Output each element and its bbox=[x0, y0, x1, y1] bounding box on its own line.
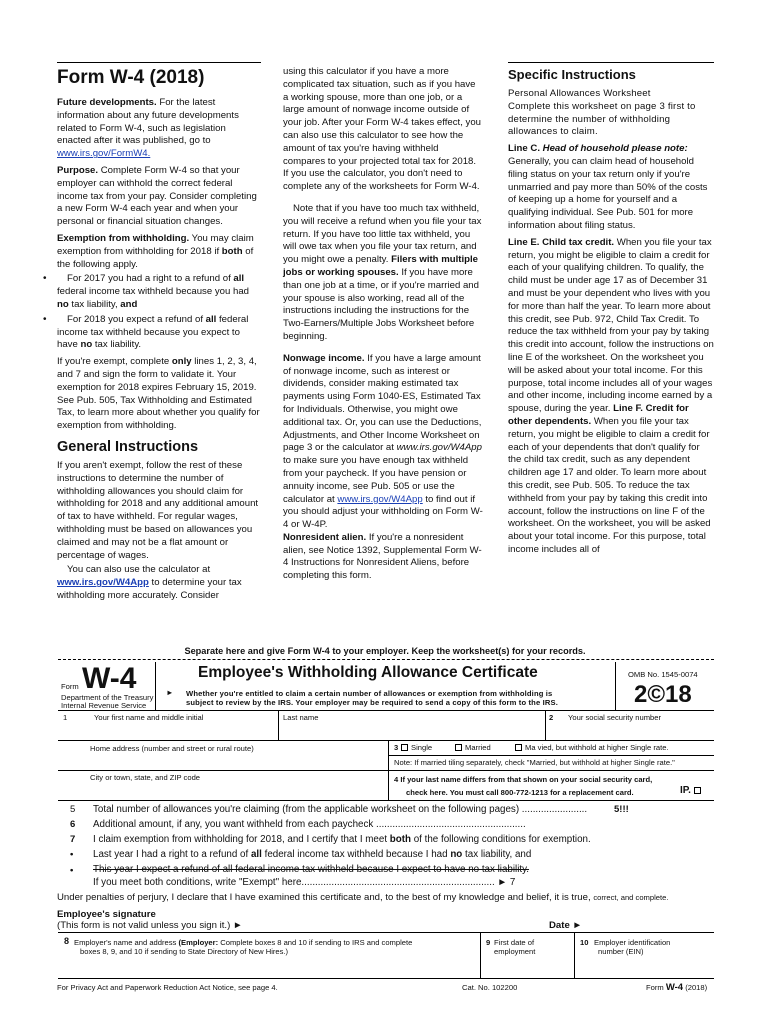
form-rule bbox=[388, 755, 714, 756]
form-id: W-4 bbox=[82, 662, 137, 695]
field-divider bbox=[480, 932, 481, 978]
date-label: Date ► bbox=[549, 920, 582, 931]
bullet-icon: • bbox=[70, 849, 74, 860]
left-column bbox=[43, 62, 261, 607]
bullet-text: tax liability. bbox=[94, 339, 142, 351]
exempt-write-line: If you meet both conditions, write "Exempt" here....................................................................... ► 7 bbox=[93, 877, 516, 888]
line-c-note: Head of household please note: bbox=[542, 143, 688, 155]
catalog-number: Cat. No. 102200 bbox=[462, 983, 518, 992]
exempt-instructions-text: If you're exempt, complete bbox=[57, 356, 170, 368]
exempt-instructions-bold: only bbox=[171, 356, 192, 368]
purpose-heading: Purpose. bbox=[57, 164, 99, 176]
line-8-number: 8 bbox=[64, 936, 70, 946]
paw-text: Complete this worksheet on page 3 first to determine the number of withholding allowances to claim. bbox=[508, 100, 696, 138]
date-field[interactable] bbox=[590, 918, 710, 930]
married-higher-option[interactable] bbox=[515, 743, 669, 752]
line-9-label-2: employment bbox=[494, 947, 536, 956]
ein-field[interactable] bbox=[580, 958, 710, 976]
married-label: Married bbox=[465, 743, 491, 752]
exemption-text-2: of the following apply. bbox=[57, 245, 254, 270]
bullet-text: For 2017 you had a right to a refund of bbox=[67, 273, 231, 285]
separator-line bbox=[58, 659, 714, 660]
form-title: Form W-4 (2018) bbox=[57, 62, 261, 89]
city-field[interactable] bbox=[90, 783, 380, 797]
calculator-continued: using this calculator if you have a more complicated tax situation, such as if you have a working spouse, more than one job, or a large amount of nonwage income outside of your job. After your Form W-4 takes effect, you can also use this calculator to see how the amount of tax you're having withheld compares to your projected total tax for 2018. If you use the calculator, you don't need to complete any of the worksheets for Form W-4. bbox=[283, 66, 481, 193]
purpose-paragraph bbox=[57, 165, 261, 229]
exemption-both: both bbox=[221, 245, 243, 257]
nonwage-text-2: to make sure you have enough tax withheld from your paycheck. If you have pension or annuity income, see Pub. 505 or use the calculator at bbox=[283, 455, 469, 505]
bullet-bold: and bbox=[120, 298, 138, 310]
privacy-notice: For Privacy Act and Paperwork Reduction Act Notice, see page 4. bbox=[57, 983, 278, 992]
line-c-text: Generally, you can claim head of household filing status on your tax return only if you're unmarried and pay more than 50% of the costs of keeping up a home for yourself and a qualifying individual. See Pub. 501 for more information about filing status. bbox=[508, 155, 708, 231]
withholding-note-text: Note that if you have too much tax withheld, you will receive a refund when you file your tax return. If you have too little tax withheld, you will owe tax when you file your tax return, and you might owe a penalty. bbox=[283, 202, 482, 266]
line-7-text-a: I claim exemption from withholding for 2018, and I certify that I meet bbox=[93, 834, 388, 845]
bullet-bold: no bbox=[80, 339, 93, 351]
line-9-label-1: First date of bbox=[494, 938, 535, 947]
married-higher-checkbox[interactable] bbox=[515, 744, 522, 751]
formw4-link[interactable]: www.irs.gov/FormW4. bbox=[57, 148, 151, 160]
form-word: Form bbox=[61, 682, 79, 691]
line-4-text-2: check here. You must call 800-772-1213 for a replacement card. bbox=[406, 788, 634, 797]
form-subtitle-2: subject to review by the IRS. Your employer may be required to send a copy of this form to the IRS. bbox=[186, 698, 558, 707]
line-8-employer: (Employer: bbox=[178, 938, 219, 947]
last-name-label: Last name bbox=[283, 713, 319, 722]
line-7-text-b: of the following conditions for exemption. bbox=[413, 834, 591, 845]
form-rule bbox=[58, 770, 714, 771]
specific-instructions-heading: Specific Instructions bbox=[508, 62, 714, 82]
form-rule bbox=[58, 740, 714, 741]
tax-year: 2©18 bbox=[634, 681, 692, 708]
footer-form-id bbox=[646, 983, 707, 992]
signature-note: (This form is not valid unless you sign it.) ► bbox=[57, 920, 243, 931]
calculator-paragraph bbox=[57, 564, 261, 602]
line-10-label-1: Employer identification bbox=[594, 938, 671, 947]
w4app-link[interactable]: www.irs.gov/W4App bbox=[57, 577, 149, 589]
line-5-box[interactable]: 5!!! bbox=[614, 804, 629, 815]
signature-label: Employee's signature bbox=[57, 909, 156, 920]
nonresident-heading: Nonresident alien. bbox=[283, 531, 367, 543]
middle-column bbox=[283, 66, 483, 587]
nonresident-text: If you're a nonresident alien, see Notice 1392, Supplemental Form W-4 Instructions for Nonresident Aliens, before completing this form. bbox=[283, 531, 482, 582]
form-rule bbox=[58, 710, 714, 711]
line-4-text-1: 4 If your last name differs from that shown on your social security card, bbox=[394, 775, 653, 784]
married-note: Note: If married tiling separately, check "Married, but withhold at higher Single rate." bbox=[394, 758, 675, 767]
married-higher-label: Ma vied, but withhold at higher Single rate. bbox=[525, 743, 669, 752]
line-6-number: 6 bbox=[70, 819, 76, 830]
name-change-box[interactable] bbox=[694, 787, 701, 794]
line-7-both: both bbox=[389, 834, 411, 845]
line-e-heading: Line E. Child tax credit. bbox=[508, 236, 615, 248]
form-rule bbox=[58, 800, 714, 801]
line-10-number: 10 bbox=[580, 938, 589, 947]
line-9-number: 9 bbox=[486, 938, 491, 947]
ssn-label: Your social security number bbox=[568, 713, 661, 722]
exempt-condition-1-text-2: federal income tax withheld because I had bbox=[264, 849, 448, 860]
first-date-field[interactable] bbox=[486, 958, 566, 976]
general-instructions-heading: General Instructions bbox=[57, 438, 199, 455]
nonwage-text: If you have a large amount of nonwage income, such as interest or dividends, consider making estimated tax payments using Form 1040-ES, Estimated Tax for Individuals. Otherwise, you might owe additional tax. Or, you can use the Deductions, Adjustments, and Other Income Worksheet on page 3 or the calculator at bbox=[283, 352, 482, 454]
paw-title: Personal Allowances Worksheet bbox=[508, 88, 651, 99]
purpose-text: Complete Form W-4 so that your employer can withhold the correct federal income tax from your pay. Consider completing a new Form W-4 each year and when your personal or financial situation changes. bbox=[57, 164, 257, 228]
exempt-condition-1-all: all bbox=[250, 849, 262, 860]
home-address-field[interactable] bbox=[90, 754, 380, 766]
line-7-number: 7 bbox=[70, 834, 76, 845]
line-10-label-2: number (EIN) bbox=[598, 947, 644, 956]
name-change-label: IP. bbox=[680, 785, 691, 796]
ssn-field[interactable] bbox=[568, 722, 708, 736]
exempt-instructions bbox=[57, 356, 261, 433]
nonresident-paragraph bbox=[283, 532, 483, 583]
footer-form-number: W-4 bbox=[665, 982, 684, 993]
line-7-text bbox=[93, 834, 591, 845]
nonwage-text-3: to find out if you should adjust your withholding on Form W-4 or W-4P. bbox=[283, 493, 483, 531]
last-name-field[interactable] bbox=[283, 722, 543, 736]
form-title-main: Employee's Withholding Allowance Certificate bbox=[198, 664, 538, 681]
bullet-text: tax liability, bbox=[71, 298, 118, 310]
single-label: Single bbox=[411, 743, 433, 752]
footer-form-word: Form bbox=[646, 983, 664, 992]
exempt-condition-2: This year I expect a refund of all federal income tax withheld because I expect to have no tax liability. bbox=[93, 864, 530, 875]
line-3-number: 3 bbox=[394, 743, 399, 752]
employer-name-field[interactable] bbox=[74, 958, 474, 976]
nonwage-heading: Nonwage income. bbox=[283, 352, 365, 364]
exemption-heading: Exemption from withholding. bbox=[57, 232, 190, 244]
nonwage-url: www.irs.gov/W4App bbox=[396, 442, 482, 454]
bullet-bold: all bbox=[233, 273, 245, 285]
first-name-label: Your first name and middle initial bbox=[94, 713, 204, 722]
future-developments bbox=[57, 97, 261, 161]
exempt-condition-1 bbox=[93, 849, 531, 860]
line-e-paragraph bbox=[508, 237, 714, 557]
city-label: City or town, state, and ZIP code bbox=[90, 773, 201, 782]
line-1-number: 1 bbox=[63, 713, 68, 722]
exempt-condition-1-text-3: tax liability, and bbox=[465, 849, 532, 860]
single-checkbox[interactable] bbox=[401, 744, 408, 751]
line-c-heading: Line C. bbox=[508, 143, 540, 155]
field-divider bbox=[545, 710, 546, 740]
form-header-divider-right bbox=[615, 662, 616, 710]
single-option[interactable] bbox=[401, 743, 432, 752]
line-8-text bbox=[74, 938, 412, 947]
line-6-text: Additional amount, if any, you want withheld from each paycheck ....................................................... bbox=[93, 819, 526, 830]
right-column bbox=[508, 62, 714, 561]
nonwage-paragraph bbox=[283, 353, 483, 532]
calculator-text: You can also use the calculator at bbox=[67, 564, 211, 576]
separator-text: Separate here and give Form W-4 to your employer. Keep the worksheet(s) for your records. bbox=[184, 646, 586, 656]
married-option[interactable] bbox=[455, 743, 491, 752]
bullet-text: federal income tax withheld because you had bbox=[57, 286, 249, 298]
field-divider bbox=[574, 932, 575, 978]
calculator-text-2: to determine your tax withholding more accurately. Consider bbox=[57, 577, 242, 601]
line-8-label: Employer's name and address bbox=[74, 938, 177, 947]
perjury-statement bbox=[57, 892, 668, 903]
exempt-condition-1-no: no bbox=[450, 849, 463, 860]
bullet-icon: • bbox=[43, 313, 47, 325]
name-change-checkbox[interactable] bbox=[680, 785, 704, 796]
first-name-field[interactable] bbox=[94, 722, 274, 736]
arrow-icon: ► bbox=[166, 688, 174, 697]
exempt-instructions-text-2: lines 1, 2, 3, 4, and 7 and sign the form to validate it. Your exemption for 2018 expires February 15, 2019. See Pub. 505, Tax Withholding and Estimated Tax, to learn more about whether you qualify for exemption from withholding. bbox=[57, 356, 260, 432]
form-rule bbox=[58, 978, 714, 979]
exempt-condition-1-text: Last year I had a right to a refund of bbox=[93, 849, 249, 860]
irs-name: Internal Revenue Service bbox=[61, 701, 147, 710]
perjury-text: Under penalties of perjury, I declare that I have examined this certificate and, to the best of my knowledge and belief, it is true, bbox=[57, 892, 591, 903]
multiple-jobs-heading: Filers with multiple jobs or working spouses. bbox=[283, 254, 478, 278]
line-f-text: When you file your tax return, you might be eligible to claim a credit for each of your dependents that don't qualify for the child tax credit, such as any dependent children age 17 and older. To learn more about this credit, see Pub. 505. To reduce the tax withheld from your pay by taking this credit into account, follow the instructions on line F of the worksheet. On the worksheet, you will be asked about your total income. For this purpose, total income includes all of bbox=[508, 415, 711, 555]
perjury-text-small: correct, and complete. bbox=[593, 893, 669, 902]
bullet-bold: no bbox=[57, 298, 69, 310]
form-subtitle-1: Whether you're entitled to claim a certain number of allowances or exemption from withholding is bbox=[186, 689, 553, 698]
bullet-text: federal income tax withheld because you expect to have bbox=[57, 313, 249, 351]
future-developments-heading: Future developments. bbox=[57, 97, 157, 108]
exemption-bullet-1 bbox=[43, 273, 261, 311]
married-checkbox[interactable] bbox=[455, 744, 462, 751]
line-5-text: Total number of allowances you're claiming (from the applicable worksheet on the following pages) ........................ bbox=[93, 804, 588, 815]
general-instructions-text: If you aren't exempt, follow the rest of these instructions to determine the number of withholding allowances you should claim for withholding for 2018 and any additional amount of tax to have withheld. For regular wages, withholding must be based on allowances you claimed and may not be a flat amount or percentage of wages. bbox=[57, 459, 259, 561]
line-8-text-b: boxes 8, 9, and 10 if sending to State Directory of New Hires.) bbox=[80, 947, 289, 956]
form-rule bbox=[58, 932, 714, 933]
exemption-paragraph bbox=[57, 233, 261, 271]
future-developments-text: For the latest information about any future developments related to Form W-4, such as legislation enacted after it was published, go to bbox=[57, 97, 239, 147]
multiple-jobs-text: If you have more than one job at a time, or if you're married and your spouse is also working, read all of the instructions including the instructions for the Two-Earners/Multiple Jobs Worksheet before beginning. bbox=[283, 266, 479, 342]
w4app-link-2[interactable]: www.irs.gov/W4App bbox=[337, 493, 423, 505]
line-5-number: 5 bbox=[70, 804, 76, 815]
home-address-label: Home address (number and street or rural route) bbox=[90, 744, 254, 753]
line-c-paragraph bbox=[508, 143, 714, 233]
footer-year: (2018) bbox=[685, 983, 708, 992]
line-2-number: 2 bbox=[549, 713, 554, 722]
line-e-text: When you file your tax return, you might be eligible to claim a credit for each of your qualifying children. To qualify, the child must be under age 17 as of December 31 and must be your dependent who lives with you for more than half the year. To learn more about this credit, see Pub. 972, Child Tax Credit. To reduce the tax withheld from your pay by taking this credit into account, follow the instructions on line E of the worksheet. On the worksheet you will be asked about your total income. For this purpose, total income includes all of your wages and other income, including income earned by a spouse, during the year. bbox=[508, 236, 714, 415]
exemption-text: You may claim exemption from withholding for 2018 if bbox=[57, 232, 254, 257]
withholding-note bbox=[283, 203, 483, 344]
bullet-bold: all bbox=[205, 313, 217, 325]
dept-treasury: Department of the Treasury bbox=[61, 693, 154, 702]
form-header-divider-left bbox=[155, 662, 156, 710]
paw-paragraph bbox=[508, 88, 714, 139]
line-8-text-a: Complete boxes 8 and 10 if sending to IRS and complete bbox=[220, 938, 413, 947]
bullet-icon: • bbox=[43, 273, 47, 285]
signature-field[interactable] bbox=[260, 918, 540, 930]
bullet-icon: • bbox=[70, 865, 74, 876]
exemption-bullet-2 bbox=[43, 313, 261, 352]
line-f-heading: Line F. Credit for other dependents. bbox=[508, 403, 689, 427]
omb-number: OMB No. 1545-0074 bbox=[628, 670, 698, 679]
field-divider bbox=[278, 710, 279, 740]
bullet-text: For 2018 you expect a refund of bbox=[67, 313, 203, 325]
